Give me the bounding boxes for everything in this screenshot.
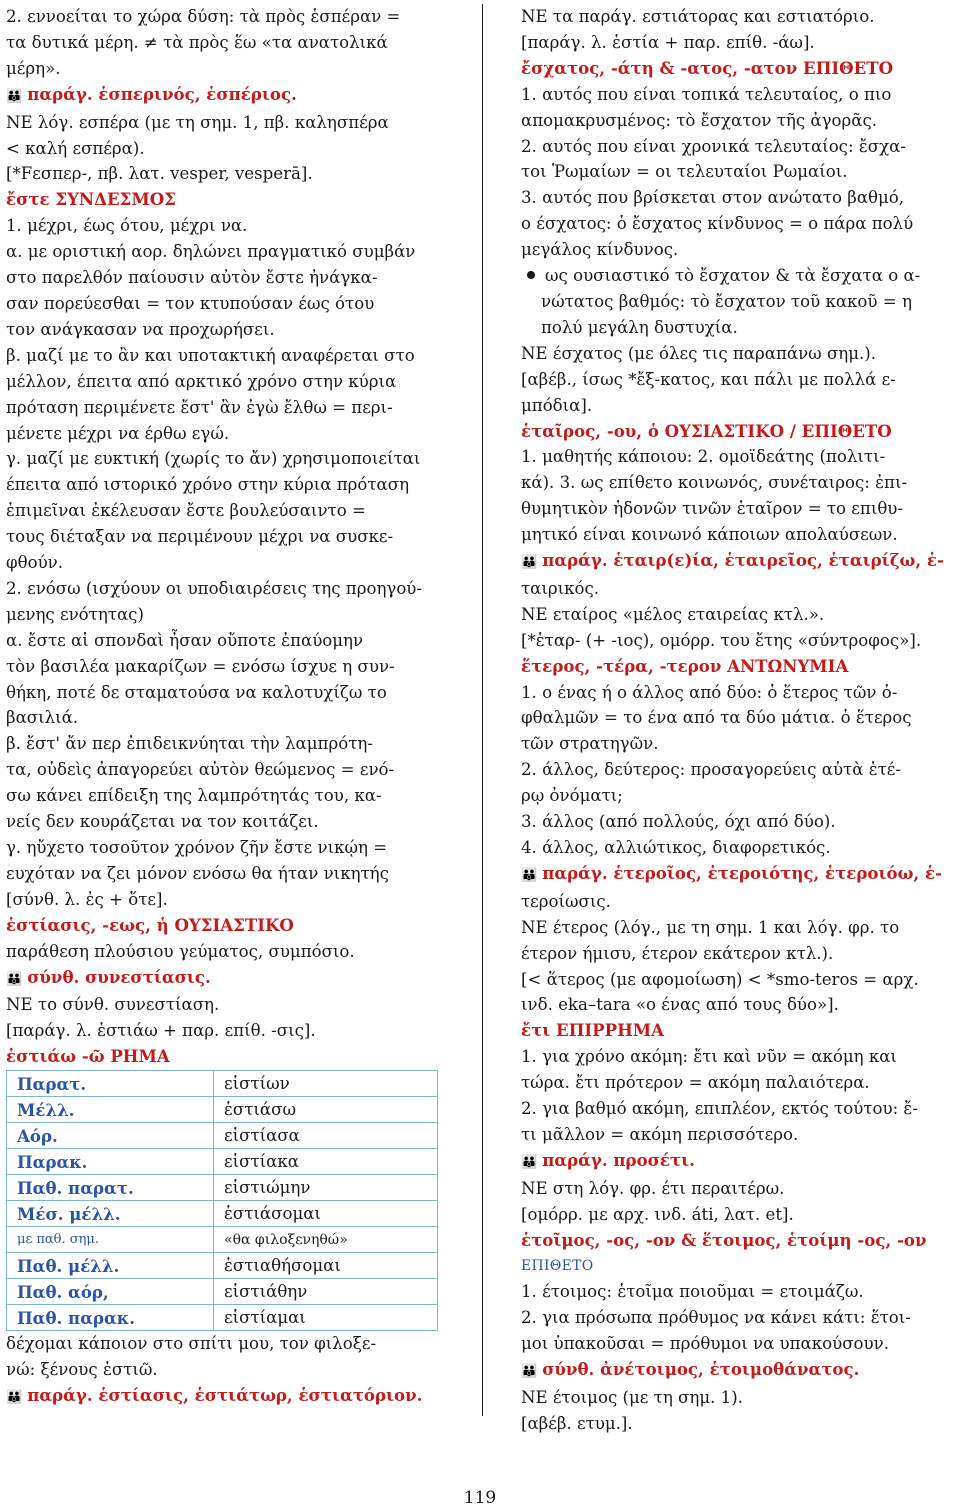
text-line: μενης ενότητας) [6,604,144,624]
tense-label: Μέλλ. [7,1097,214,1123]
text-line: τι μᾶλλον = ακόμη περισσότερο. [521,1124,799,1144]
text-line: 3. αυτός που βρίσκεται στον ανώτατο βαθμό, [521,188,905,208]
derivatives-line: 👪 παράγ. ἑστίασις, ἑστιάτωρ, ἑστιατόριον. [6,1384,423,1405]
text-line: ευχόταν να ζει μόνον ενόσω θα ήταν νικητής [6,863,389,883]
category-line: ΕΠΙΘΕΤΟ [521,1257,594,1274]
text-line: νώτατος βαθμός: τὸ ἔσχατον τοῦ κακοῦ = η [541,291,912,311]
text-line: ΝΕ το σύνθ. συνεστίαση. [6,995,220,1015]
headword-line: ἕτερος, -τέρα, -τερον ΑΝΤΩΝΥΜΙΑ [521,655,849,676]
right-column [521,4,957,1437]
left-column [6,4,446,1411]
text-line: στο παρελθόν παίουσιν αὐτὸν ἔστε ἠνάγκα- [6,268,378,288]
tense-label: Παθ. μέλλ. [7,1253,214,1279]
text-line: 2. άλλος, δεύτερος: προσαγορεύεις αὐτὰ ἑτέ- [521,760,901,780]
text-line: κά). 3. ως επίθετο κοινωνός, συνέταιρος: ἐπι- [521,473,908,493]
family-icon: 👪 [521,1154,537,1170]
text-line: [παράγ. λ. ἑστία + παρ. επίθ. -άω]. [521,32,815,52]
text-line: τον ανάγκασαν να προχωρήσει. [6,319,275,339]
etymology-line: [*Fεσπερ-, πβ. λατ. vesper, vesperā]. [6,164,313,184]
derivatives-line: 👪 παράγ. ἑταιρ(ε)ία, ἑταιρεῖος, ἑταιρίζω, ἑ- [521,550,944,571]
text-line: θήκη, ποτέ δε σταματούσα να καλοτυχίζω το [6,682,387,702]
conjugation-row [7,1253,438,1279]
bullet-line: ως ουσιαστικό τὸ ἔσχατον & τὰ ἔσχατα ο α- [521,263,957,289]
family-icon: 👪 [6,971,22,987]
text-line: μέλλον, έπειτα από αρκτικό χρόνο στην κύρια [6,371,397,391]
tense-form: ἑστιάσομαι [214,1201,438,1227]
family-icon: 👪 [521,867,537,883]
text-line: τοι Ῥωμαίων = οι τελευταίοι Ρωμαίοι. [521,162,848,182]
text-line: 2. εννοείται το χώρα δύση: τὰ πρὸς ἑσπέραν = [6,7,401,26]
text-line: ΝΕ έτερος (λόγ., με τη σημ. 1 και λόγ. φρ. το [521,917,900,937]
column-divider [482,4,483,1416]
page-number: 119 [463,1488,497,1508]
tense-form: εἱστίασα [214,1123,438,1149]
text-line: [ομόρρ. με αρχ. ινδ. áti, λατ. et]. [521,1204,794,1224]
text-line: β. μαζί με το ἂν και υποτακτική αναφέρεται στο [6,345,415,365]
headword-estiasis: ἑστίασις, -εως, ἡ ΟΥΣΙΑΣΤΙΚΟ [6,914,294,935]
text-line: μητικό είναι κοινωνό κάποιων απολαύσεων. [521,525,898,545]
text-line: 1. αυτός που είναι τοπικά τελευταίος, ο πιο [521,84,892,104]
conjugation-row [7,1123,438,1149]
text-line: τώρα. ἔτι πρότερον = ακόμη παλαιότερα. [521,1073,870,1093]
family-icon: 👪 [521,555,537,571]
sense-line: 1. μέχρι, έως ότου, μέχρι να. [6,216,248,236]
conjugation-row [7,1201,438,1227]
tense-form: ἑστιάσω [214,1097,438,1123]
text-line: μοι ὑπακοῦσαι = πρόθυμοι να υπακούσουν. [521,1334,889,1354]
text-line: 1. μαθητής κάποιου: 2. ομοϊδεάτης (πολιτι- [521,447,886,467]
text-line: ἐπιμεῖναι ἐκέλευσαν ἔστε βουλεύσαιντο = [6,501,366,521]
text-line: ΝΕ στη λόγ. φρ. έτι περαιτέρω. [521,1178,785,1198]
headword-line: ἔσχατος, -άτη & -ατος, -ατον ΕΠΙΘΕΤΟ [521,57,894,78]
text-line: γ. ηὔχετο τοσοῦτον χρόνον ζῆν ἔστε νικῴη = [6,838,388,857]
conjugation-table [6,1070,438,1331]
derivatives-line: 👪 παράγ. ἑσπερινός, ἑσπέριος. [6,83,297,104]
derivatives-line: 👪 σύνθ. ἀνέτοιμος, ἑτοιμοθάνατος. [521,1359,860,1380]
family-icon: 👪 [6,88,22,104]
conjugation-row [7,1227,438,1253]
bullet-icon [527,271,535,279]
compounds-line: 👪 σύνθ. συνεστίασις. [6,966,211,987]
text-line: τους διέταξαν να περιμένουν μέχρι να συσκε- [6,527,394,547]
text-line: ταιρικός. [521,578,600,598]
text-line: 2. για βαθμό ακόμη, επιπλέον, εκτός τούτου: ἔ- [521,1099,918,1119]
text-line: φθαλμῶν = το ένα από τα δύο μάτια. ὁ ἕτερος [521,708,912,728]
conjugation-row [7,1149,438,1175]
text-line: [*ἑταρ- (+ -ιος), ομόρρ. του ἔτης «σύντροφος»]. [521,630,922,650]
text-line: μπόδια]. [521,395,593,415]
tense-label: Παθ. παρατ. [7,1175,214,1201]
tense-form: εἱστίακα [214,1149,438,1175]
text-line: νείς δεν κουράζεται να τον κοιτάζει. [6,812,319,832]
text-line: ΝΕ λόγ. εσπέρα (με τη σημ. 1, πβ. καλησπέρα [6,112,389,132]
text-line: [αβέβ., ίσως *ἔξ-κατος, και πάλι με πολλά ε- [521,369,896,389]
text-line: τῶν στρατηγῶν. [521,734,659,754]
text-line: έπειτα από ιστορικό χρόνο στην κύρια πρόταση [6,475,410,495]
headword-line: ἑταῖρος, -ου, ὁ ΟΥΣΙΑΣΤΙΚΟ / ΕΠΙΘΕΤΟ [521,420,892,441]
text-line: μέρη». [6,58,61,78]
text-line: φθούν. [6,553,64,573]
text-line: ο έσχατος: ὁ ἔσχατος κίνδυνος = ο πάρα πολύ [521,214,914,234]
text-line: 1. έτοιμος: ἑτοῖμα ποιοῦμαι = ετοιμάζω. [521,1282,864,1302]
text-line: ΝΕ έσχατος (με όλες τις παραπάνω σημ.). [521,343,877,363]
tense-form: εἱστιάθην [214,1279,438,1305]
text-line: απομακρυσμένος: τὸ ἔσχατον τῆς ἀγορᾶς. [521,110,878,130]
text-line: σαν πορεύεσθαι = τον κτυπούσαν έως ότου [6,293,375,313]
text-line: μεγάλος κίνδυνος. [521,240,679,260]
headword-line: ἑτοῖμος, -ος, -ον & ἕτοιμος, ἑτοίμη -ος, -ον [521,1229,927,1250]
headword-line: ἔτι ΕΠΙΡΡΗΜΑ [521,1020,665,1041]
text-line: τεροίωσις. [521,891,611,911]
text-line: [αβέβ. ετυμ.]. [521,1413,633,1433]
headword-este: ἔστε ΣΥΝΔΕΣΜΟΣ [6,189,176,210]
text-line: πρόταση περιμένετε ἔστ' ἂν ἐγὼ ἔλθω = περι- [6,397,393,417]
text-line: θυμητικὸν ἡδονῶν τινῶν ἑταῖρον = το επιθυ- [521,499,904,519]
text-line: 1. για χρόνο ακόμη: ἔτι καὶ νῦν = ακόμη και [521,1047,897,1067]
tense-form: εἱστίαμαι [214,1305,438,1331]
tense-label: Μέσ. μέλλ. [7,1201,214,1227]
text-line: ΝΕ εταίρος «μέλος εταιρείας κτλ.». [521,604,825,624]
tense-form: εἱστίων [214,1071,438,1097]
text-line: έτερον ήμισυ, έτερον εκάτερον κτλ.). [521,943,834,963]
text-line: 3. άλλος (από πολλούς, όχι από δύο). [521,812,836,832]
conjugation-row [7,1097,438,1123]
text-line: νώ: ξένους ἑστιῶ. [6,1360,158,1380]
text-line: τὸν βασιλέα μακαρίζων = ενόσω ίσχυε η συν- [6,656,395,676]
conjugation-row [7,1305,438,1331]
tense-label: Αόρ. [7,1123,214,1149]
text-line: 1. ο ένας ή ο άλλος από δύο: ὁ ἕτερος τῶν ὀ- [521,682,898,702]
tense-form: ἑστιαθήσομαι [214,1253,438,1279]
tense-label: Παθ. αόρ, [7,1279,214,1305]
text-line: 2. αυτός που είναι χρονικά τελευταίος: ἔσχα- [521,136,906,156]
text-line: [< ἅτερος (με αφομοίωση) < *smo-teros = αρχ. [521,969,919,989]
text-line: δέχομαι κάποιον στο σπίτι μου, τον φιλοξε- [6,1334,377,1354]
text-line: ΝΕ έτοιμος (με τη σημ. 1). [521,1388,743,1408]
text-line: 2. ενόσω (ισχύουν οι υποδιαιρέσεις της προηγού- [6,578,423,598]
text-line: < καλή εσπέρα). [6,138,145,158]
text-line: β. ἔστ' ἄν περ ἐπιδεικνύηται τὴν λαμπρότη- [6,734,373,754]
text-line: παράθεση πλούσιου γεύματος, συμπόσιο. [6,941,355,961]
family-icon: 👪 [6,1389,22,1405]
etymology-line: [παράγ. λ. ἑστιάω + παρ. επίθ. -σις]. [6,1021,316,1041]
text-line: 4. άλλος, αλλιώτικος, διαφορετικός. [521,838,831,857]
derivatives-line: 👪 παράγ. προσέτι. [521,1149,695,1170]
text-line: ινδ. eka–tara «ο ένας από τους δύο»]. [521,995,839,1015]
tense-label: Παρακ. [7,1149,214,1175]
etymology-line: [σύνθ. λ. ἐς + ὅτε]. [6,889,168,909]
text-line: σω κάνει επίδειξη της λαμπρότητάς του, κα- [6,786,382,806]
tense-form: «θα φιλοξενηθώ» [214,1227,438,1253]
conjugation-row [7,1071,438,1097]
text-line: τα δυτικά μέρη. ≠ τὰ πρὸς ἕω «τα ανατολικά [6,32,388,52]
text-line: τα, οὐδεὶς ἀπαγορεύει αὐτὸν θεώμενος = ενό- [6,760,395,780]
text-line: βασιλιά. [6,708,79,728]
text-line: μένετε μέχρι να έρθω εγώ. [6,423,230,443]
text-line: πολύ μεγάλη δυστυχία. [541,317,738,337]
conjugation-row [7,1175,438,1201]
text-line: α. ἔστε αἱ σπονδαὶ ἦσαν οὔποτε ἐπαύομην [6,630,364,650]
tense-label: Παρατ. [7,1071,214,1097]
text-line: γ. μαζί με ευκτική (χωρίς το ἄν) χρησιμοποιείται [6,449,421,469]
derivatives-line: 👪 παράγ. ἑτεροῖος, ἑτεροιότης, ἑτεροιόω, ἑ- [521,862,942,883]
headword-estiao: ἑστιάω -ῶ ΡΗΜΑ [6,1046,170,1067]
text-line: α. με οριστική αορ. δηλώνει πραγματικό συμβάν [6,242,416,262]
tense-label: Παθ. παρακ. [7,1305,214,1331]
text-line: ΝΕ τα παράγ. εστιάτορας και εστιατόριο. [521,7,875,26]
tense-form: εἱστιώμην [214,1175,438,1201]
tense-label: με παθ. σημ. [7,1227,214,1253]
conjugation-row [7,1279,438,1305]
family-icon: 👪 [521,1364,537,1380]
text-line: 2. για πρόσωπα πρόθυμος να κάνει κάτι: ἕτοι- [521,1308,911,1328]
text-line: ρῳ ὀνόματι; [521,786,623,806]
